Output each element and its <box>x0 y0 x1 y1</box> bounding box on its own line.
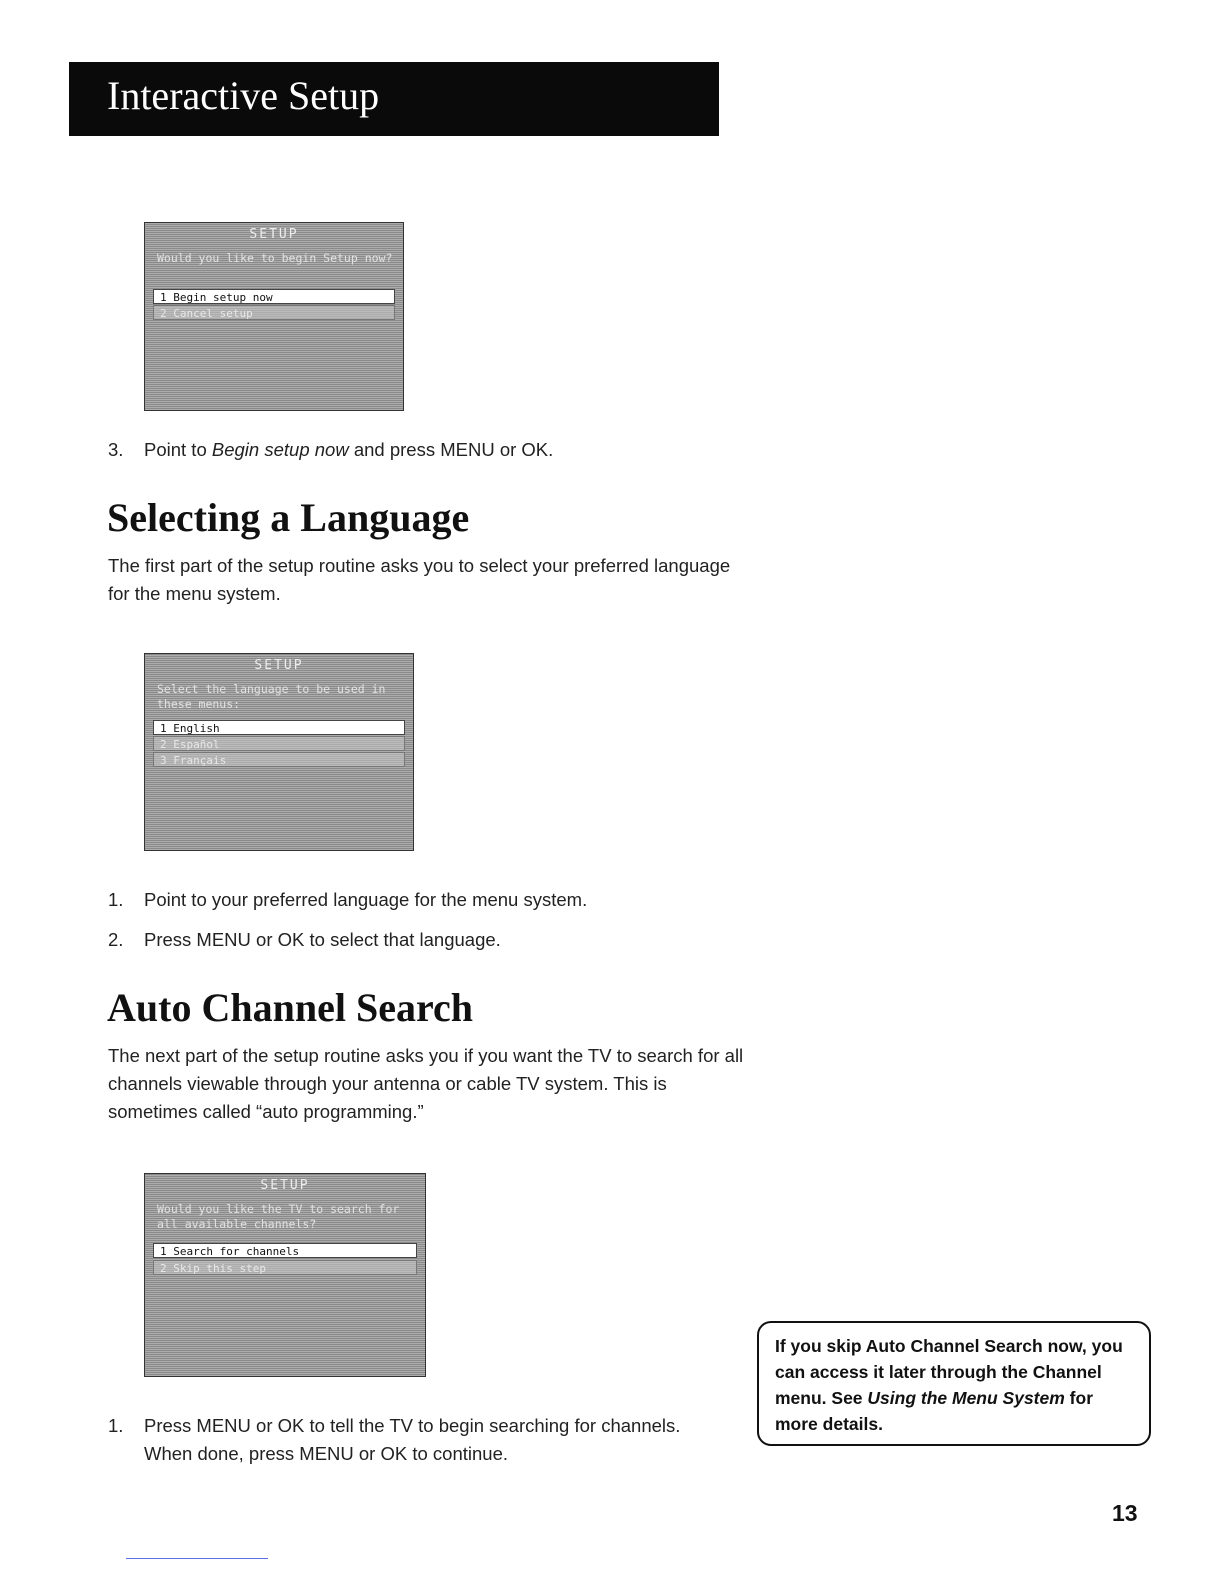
step-text: Press MENU or OK to select that language. <box>144 929 501 950</box>
section-title: Interactive Setup <box>107 73 380 118</box>
tv-screen-begin-setup <box>144 222 404 411</box>
step-text: Press MENU or OK to tell the TV to begin searching for channels. When done, press MENU or OK to continue. <box>144 1415 681 1464</box>
language-intro: The first part of the setup routine asks you to select your preferred language for the menu system. <box>108 555 731 604</box>
screen-option-selected: 1 Search for channels <box>153 1243 417 1258</box>
step-text: Point to your preferred language for the menu system. <box>144 889 588 910</box>
note-emphasis: Using the Menu System <box>867 1388 1065 1408</box>
section-header-bar <box>69 62 719 136</box>
step-emphasis: Begin setup now <box>211 439 349 460</box>
step-number: 2. <box>108 929 124 950</box>
heading-selecting-language: Selecting a Language <box>107 495 470 540</box>
channel-intro: The next part of the setup routine asks you if you want the TV to search for all channels viewable through your antenna or cable TV system. This is sometimes called “auto programming.” <box>108 1045 744 1122</box>
decorative-line <box>126 1558 268 1559</box>
screen-option: 3 Français <box>153 752 405 767</box>
screen-option: 2 Cancel setup <box>153 305 395 320</box>
step-number: 1. <box>108 1415 124 1436</box>
screen-option: 2 Español <box>153 736 405 751</box>
step-text: Point to Begin setup now and press MENU or OK. <box>144 439 554 460</box>
screen-prompt: Select the language to be used in these menus: <box>157 682 386 711</box>
page-number: 13 <box>1112 1500 1138 1526</box>
step-number: 1. <box>108 889 124 910</box>
heading-auto-channel-search: Auto Channel Search <box>107 985 473 1030</box>
screen-title: SETUP <box>260 1178 310 1193</box>
screen-option-selected: 1 English <box>153 720 405 735</box>
tip-note-box: If you skip Auto Channel Search now, you can access it later through the Channel menu. See Using the Menu System for more details. <box>757 1321 1151 1446</box>
screen-title: SETUP <box>254 658 304 673</box>
tv-screen-language <box>144 653 414 851</box>
screen-option: 2 Skip this step <box>153 1260 417 1275</box>
tv-screen-channel-search <box>144 1173 426 1377</box>
step-number: 3. <box>108 439 124 460</box>
screen-option-selected: 1 Begin setup now <box>153 289 395 304</box>
screen-prompt: Would you like to begin Setup now? <box>157 251 393 265</box>
screen-prompt: Would you like the TV to search for all available channels? <box>157 1202 400 1231</box>
screen-title: SETUP <box>249 227 299 242</box>
